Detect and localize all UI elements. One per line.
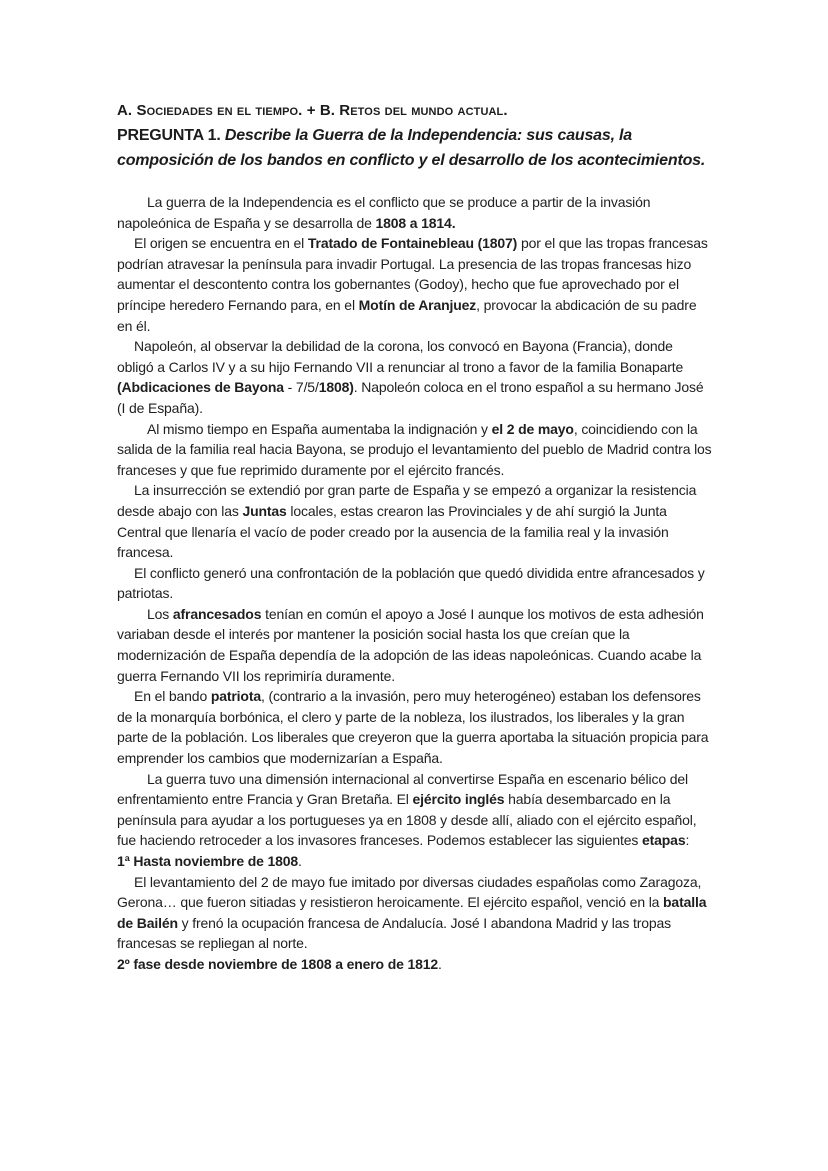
text-run: La guerra tuvo una dimensión internacional al convertirse España en escenario bélico del enfrentamiento entre Francia y Gran Bretaña. El (117, 770, 688, 808)
document-body (117, 192, 712, 975)
text-run: , coincidiendo con la salida de la familia real hacia Bayona, se produjo el levantamiento del pueblo de Madrid contra los franceses y que fue reprimido duramente por el ejército francés. (117, 420, 712, 478)
text-run: , (contrario a la invasión, pero muy heterogéneo) estaban los defensores de la monarquía borbónica, el clero y parte de la nobleza, los ilustrados, los liberales y la gran parte de la población. Los liberales que creyeron que la guerra aportaba la situación propicia para emprender los cambios que modernizarían a España. (117, 688, 709, 767)
paragraph (117, 480, 712, 562)
text-run: , provocar la abdicación de su padre en él. (117, 296, 697, 334)
bold-text-run: 1ª Hasta noviembre de 1808 (117, 853, 299, 869)
text-run: había desembarcado en la península para ayudar a los portugueses ya en 1808 y desde allí, aliado con el ejército español, fue haciendo retroceder a los invasores franceses. Podemos establecer las siguientes (117, 791, 697, 849)
text-run: locales, estas crearon las Provinciales y de ahí surgió la Junta Central que llenaría el vacío de poder creado por la ausencia de la familia real y la invasión francesa. (117, 502, 669, 561)
bold-text-run: 1808) (318, 379, 354, 396)
paragraph (117, 851, 712, 872)
text-run: por el que las tropas francesas podrían atravesar la península para invadir Portugal. La presencia de las tropas francesas hizo aumentar el descontento contra los gobernantes (Godoy), hecho que fue aprovechado por el príncipe heredero Fernando para, en el (117, 235, 708, 313)
text-run: La guerra de la Independencia es el conflicto que se produce a partir de la invasión napoleónica de España y se desarrolla de (117, 194, 651, 231)
text-run: . (438, 955, 442, 972)
text-run: Al mismo tiempo en España aumentaba la indignación y (147, 420, 492, 437)
bold-text-run: ejército inglés (412, 791, 505, 808)
paragraph (117, 872, 712, 954)
question-number: PREGUNTA 1. (117, 127, 225, 144)
text-run: Los (147, 605, 173, 622)
text-run: Napoleón, al observar la debilidad de la corona, los convocó en Bayona (Francia), donde obligó a Carlos IV y a su hijo Fernando VII a renunciar al trono a favor de la familia Bonaparte (117, 338, 684, 375)
text-run: : (685, 832, 690, 849)
section-heading: A. Sociedades en el tiempo. + B. Retos del mundo actual. (117, 102, 508, 119)
bold-text-run: etapas (642, 832, 686, 849)
text-run: . (298, 853, 302, 869)
paragraph (117, 604, 712, 686)
bold-text-run: Motín de Aranjuez (358, 296, 477, 313)
bold-text-run: 1808 a 1814. (375, 214, 456, 231)
bold-text-run: afrancesados (172, 605, 262, 622)
bold-text-run: el 2 de mayo (491, 420, 574, 437)
bold-text-run: Tratado de Fontainebleau (307, 235, 474, 252)
paragraph (117, 563, 712, 604)
text-run: En el bando (134, 688, 211, 705)
text-run: - 7/5/ (283, 379, 319, 396)
paragraph (117, 686, 712, 768)
text-run: La insurrección se extendió por gran parte de España y se empezó a organizar la resistencia desde abajo con las (117, 482, 697, 519)
paragraph (117, 336, 712, 418)
paragraph (117, 192, 712, 233)
bold-text-run: (1807) (477, 235, 518, 252)
text-run: El origen se encuentra en el (134, 235, 308, 252)
text-run: tenían en común el apoyo a José I aunque los motivos de esta adhesión variaban desde el interés por mantener la posición social hasta los que creían que la modernización de España dependía de la adopción de las ideas napoleónicas. Cuando acabe la guerra Fernando VII los reprimiría duramente. (117, 605, 704, 684)
question-title (117, 123, 712, 173)
bold-text-run: Juntas (242, 502, 287, 519)
bold-text-run: (Abdicaciones de Bayona (117, 379, 284, 396)
paragraph (117, 769, 712, 851)
text-run: . Napoleón coloca en el trono español a su hermano José (I de España). (117, 379, 704, 416)
bold-text-run: patriota (210, 688, 261, 705)
text-run: El conflicto generó una confrontación de la población que quedó dividida entre afrancesados y patriotas. (117, 564, 705, 602)
bold-text-run: batalla de Bailén (117, 894, 707, 931)
paragraph (117, 954, 712, 975)
text-run: y frenó la ocupación francesa de Andalucía. José I abandona Madrid y las tropas francesas se repliegan al norte. (117, 914, 672, 952)
paragraph (117, 419, 712, 481)
question-text: Describe la Guerra de la Independencia: sus causas, la composición de los bandos en conflicto y el desarrollo de los acontecimientos. (117, 127, 706, 169)
text-run: El levantamiento del 2 de mayo fue imitado por diversas ciudades españolas como Zaragoza, Gerona… que fueron sitiadas y resistieron heroicamente. El ejército español, venció en la (117, 873, 702, 911)
bold-text-run: 2º fase desde noviembre de 1808 a enero de 1812 (117, 955, 439, 972)
paragraph (117, 233, 712, 336)
